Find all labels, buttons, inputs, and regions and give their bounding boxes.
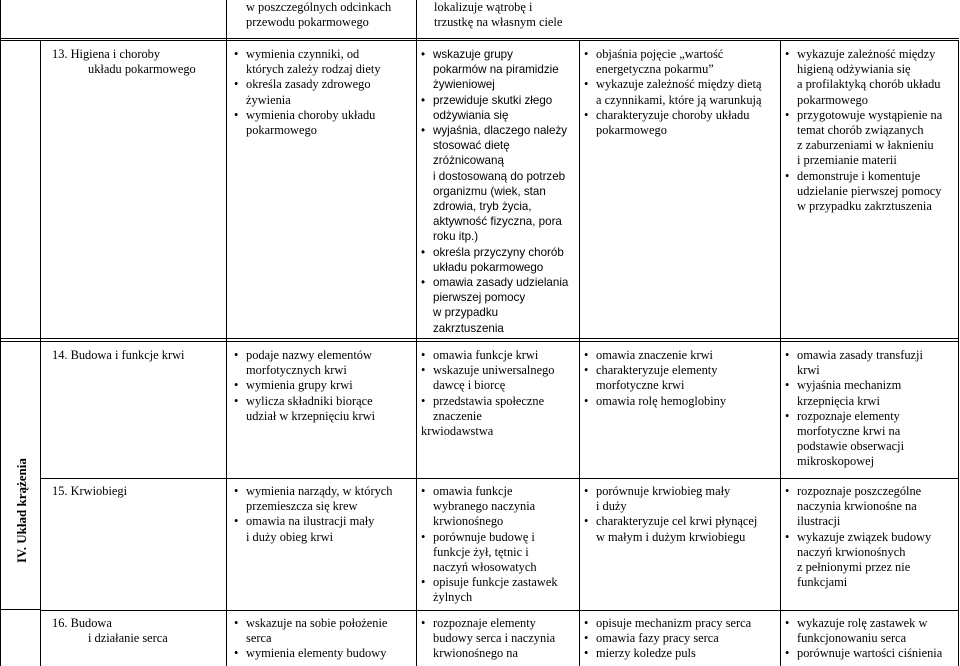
list-item <box>421 93 579 123</box>
text-line: i duży <box>596 499 627 514</box>
list-item <box>421 245 579 275</box>
table-border-right <box>958 40 959 666</box>
text-line: organizmu (wiek, stan <box>433 184 546 198</box>
text-line: • wykazuje zależność między <box>797 47 936 61</box>
row14-col2 <box>234 348 416 424</box>
text-line: krwionośnego na <box>433 646 518 661</box>
text-line: • wymienia czynniki, od <box>246 47 360 61</box>
list-item <box>584 484 780 514</box>
text-line: z zaburzeniami w łaknieniu <box>797 138 934 153</box>
text-line: pokarmów na piramidzie <box>433 63 559 77</box>
list-item <box>785 484 957 530</box>
column-divider-3 <box>579 40 580 666</box>
row15-col4 <box>584 484 780 545</box>
list-item <box>584 47 780 77</box>
text-line: • opisuje mechanizm pracy serca <box>596 616 752 630</box>
text-line: • przygotowuje wystąpienie na <box>797 107 943 122</box>
text-line: • omawia funkcje <box>433 484 513 498</box>
text-line: • przedstawia społeczne <box>433 393 545 408</box>
list-item <box>584 646 780 661</box>
text-line: z pełnionymi przez nie <box>797 560 911 575</box>
text-line: • omawia zasady udzielania <box>433 276 569 290</box>
list-item <box>785 616 957 646</box>
text-line: • wyjaśnia, dlaczego należy <box>433 124 568 138</box>
row13-col2 <box>234 47 416 138</box>
text-line: funkcjami <box>797 575 848 590</box>
text-line: udzielanie pierwszej pomocy <box>797 183 942 198</box>
row16-topic <box>52 616 224 646</box>
row-divider-13-end <box>0 338 959 339</box>
text-line: • wymienia narządy, w których <box>246 484 393 498</box>
list-item <box>785 348 957 378</box>
list-item <box>421 616 579 662</box>
text-line: pierwszej pomocy <box>433 291 526 305</box>
text-line: w małym i dużym krwiobiegu <box>596 529 746 544</box>
text-line: a czynnikami, które ją warunkują <box>596 92 762 107</box>
text-line: krwionośnego <box>433 514 504 529</box>
row14-topic <box>52 348 224 363</box>
text-line: zdrowia, tryb życia, <box>433 200 532 214</box>
text-line: podstawie obserwacji <box>797 439 905 454</box>
list-item <box>421 348 579 363</box>
text-line: • wymienia elementy budowy <box>246 646 387 661</box>
text-line: przemieszcza się krew <box>246 499 358 514</box>
text-line: funkcje żył, tętnic i <box>433 544 529 559</box>
list-item <box>421 47 579 93</box>
list-item <box>785 530 957 591</box>
column-divider-1 <box>226 0 227 666</box>
text-line: których zależy rodzaj diety <box>246 62 381 77</box>
text-line: budowy serca i naczynia <box>433 631 556 646</box>
text-line: i dostosowaną do potrzeb <box>433 169 566 183</box>
text-line: morfotyczne krwi na <box>797 424 901 439</box>
row-divider-13-end-b <box>0 341 959 342</box>
list-item <box>234 378 416 393</box>
text-line: • mierzy koledze puls <box>596 646 696 661</box>
list-item <box>234 348 416 378</box>
text-line: • wymienia choroby układu <box>246 107 376 122</box>
list-item <box>785 169 957 215</box>
row-divider-15 <box>40 610 959 611</box>
text-line: udział w krzepnięciu krwi <box>246 408 376 423</box>
text-line: naczyń włosowatych <box>433 560 537 575</box>
list-item <box>234 514 416 544</box>
text-line: lokalizuje wątrobę i <box>434 0 533 14</box>
row14-col3 <box>421 348 579 439</box>
column-divider-4 <box>780 40 781 666</box>
row15-col3 <box>421 484 579 606</box>
text-line: • rozpoznaje elementy <box>797 408 900 423</box>
text-line: naczyń krwionośnych <box>797 544 906 559</box>
text-line: • wskazuje na sobie położenie <box>246 616 388 630</box>
list-item <box>584 77 780 107</box>
text-line: pokarmowego <box>596 123 667 138</box>
list-item <box>421 484 579 530</box>
text-line: • wykazuje związek budowy <box>797 529 932 544</box>
topic-line: 15. Krwiobiegi <box>52 484 128 498</box>
text-line: pokarmowego <box>246 123 317 138</box>
list-item <box>785 646 957 661</box>
table-border-left <box>0 0 1 666</box>
row13-col4 <box>584 47 780 138</box>
text-line: • charakteryzuje cel krwi płynącej <box>596 514 758 529</box>
text-line: układu pokarmowego <box>433 260 544 274</box>
topic-line: układu pokarmowego <box>88 62 196 77</box>
text-line: krzepnięcia krwi <box>797 393 880 408</box>
section-label: IV. Układ krążenia <box>14 458 29 563</box>
list-item <box>234 47 416 77</box>
text-line: a profilaktyką chorób układu <box>797 77 941 92</box>
text-line: energetyczna pokarmu” <box>596 62 714 77</box>
list-item <box>234 646 416 661</box>
text-line: trzustkę na własnym ciele <box>434 15 563 30</box>
text-line: • rozpoznaje poszczególne <box>797 484 922 498</box>
text-line: i przemianie materii <box>797 153 897 168</box>
list-item <box>234 108 416 138</box>
text-line: w poszczególnych odcinkach <box>246 0 392 14</box>
text-line: żywienia <box>246 92 291 107</box>
text-line: dawcę i biorcę <box>433 378 506 393</box>
list-item <box>421 530 579 576</box>
row13-topic <box>52 47 224 77</box>
topic-line: 13. Higiena i choroby <box>52 47 161 61</box>
row16-col3 <box>421 616 579 662</box>
list-item <box>421 394 579 440</box>
row16-col2 <box>234 616 416 662</box>
list-item <box>584 108 780 138</box>
text-line: żylnych <box>433 590 473 605</box>
list-item <box>234 77 416 107</box>
text-line: temat chorób związanych <box>797 123 924 138</box>
text-line: • omawia funkcje krwi <box>433 348 539 362</box>
row-divider-section-end <box>0 609 41 610</box>
text-line: • omawia zasady transfuzji <box>797 348 923 362</box>
top-row-col2 <box>234 0 414 30</box>
top-row-col3 <box>422 0 582 30</box>
list-item <box>584 348 780 363</box>
text-line: żywieniowej <box>433 78 495 92</box>
text-line: • omawia znaczenie krwi <box>596 348 713 362</box>
text-line: • porównuje budowę i <box>433 529 535 544</box>
text-line: • przewiduje skutki złego <box>433 93 553 107</box>
text-line: krwiodawstwa <box>421 424 494 439</box>
text-line: roku itp.) <box>433 230 479 244</box>
row15-col5 <box>785 484 957 590</box>
text-line: mikroskopowej <box>797 454 875 469</box>
text-line: • charakteryzuje elementy <box>596 363 718 378</box>
list-item <box>421 575 579 605</box>
row13-col5 <box>785 47 957 214</box>
row15-col2 <box>234 484 416 545</box>
text-line: znaczenie <box>433 408 482 423</box>
text-line: w przypadku zakrztuszenia <box>797 199 932 214</box>
topic-line: i działanie serca <box>88 631 168 646</box>
list-item <box>785 108 957 169</box>
list-item <box>584 616 780 631</box>
text-line: • wskazuje grupy <box>433 48 513 61</box>
text-line: • demonstruje i komentuje <box>797 168 921 183</box>
row-divider-13 <box>0 40 959 41</box>
text-line: ilustracji <box>797 514 841 529</box>
row-divider-top <box>0 38 959 39</box>
text-line: • wykazuje rolę zastawek w <box>797 616 928 630</box>
text-line: aktywność fizyczna, pora <box>433 215 562 229</box>
text-line: • porównuje wartości ciśnienia <box>797 646 943 661</box>
list-item <box>234 616 416 646</box>
row16-col5 <box>785 616 957 662</box>
row14-col4 <box>584 348 780 409</box>
text-line: • określa zasady zdrowego <box>246 77 371 92</box>
list-item <box>421 123 579 245</box>
text-line: • charakteryzuje choroby układu <box>596 107 750 122</box>
text-line: • objaśnia pojęcie „wartość <box>596 47 724 61</box>
text-line: • wykazuje zależność między dietą <box>596 77 762 92</box>
text-line: • omawia na ilustracji mały <box>246 514 375 529</box>
text-line: funkcjonowaniu serca <box>797 631 907 646</box>
text-line: • porównuje krwiobieg mały <box>596 484 731 498</box>
text-line: w przypadku <box>433 306 499 320</box>
row13-col3 <box>421 47 579 336</box>
text-line: • podaje nazwy elementów <box>246 348 372 362</box>
list-item <box>785 378 957 408</box>
list-item <box>421 275 579 336</box>
text-line: stosować dietę <box>433 139 510 153</box>
text-line: • omawia rolę hemoglobiny <box>596 393 727 408</box>
text-line: przewodu pokarmowego <box>246 15 369 30</box>
text-line: • wymienia grupy krwi <box>246 378 353 393</box>
text-line: zróżnicowaną <box>433 154 504 168</box>
row16-col4 <box>584 616 780 662</box>
row15-topic <box>52 484 224 499</box>
list-item <box>234 394 416 424</box>
text-line: krwi <box>797 363 820 378</box>
list-item <box>584 514 780 544</box>
list-item <box>584 394 780 409</box>
list-item <box>584 631 780 646</box>
topic-line: 14. Budowa i funkcje krwi <box>52 348 185 362</box>
text-line: • opisuje funkcje zastawek <box>433 575 558 590</box>
text-line: pokarmowego <box>797 92 868 107</box>
list-item <box>234 484 416 514</box>
topic-line: 16. Budowa <box>52 616 112 630</box>
text-line: i duży obieg krwi <box>246 529 334 544</box>
list-item <box>584 363 780 393</box>
text-line: odżywiania się <box>433 108 509 122</box>
text-line: • wskazuje uniwersalnego <box>433 363 555 378</box>
text-line: morfotycznych krwi <box>246 363 347 378</box>
text-line: • omawia fazy pracy serca <box>596 631 719 646</box>
text-line: naczynia krwionośne na <box>797 499 917 514</box>
list-item <box>785 409 957 470</box>
section-column-divider <box>40 40 41 666</box>
text-line: zakrztuszenia <box>433 321 504 335</box>
text-line: • określa przyczyny chorób <box>433 245 564 259</box>
list-item <box>421 363 579 393</box>
text-line: • rozpoznaje elementy <box>433 616 536 630</box>
row14-col5 <box>785 348 957 470</box>
list-item <box>785 47 957 108</box>
text-line: • wylicza składniki biorące <box>246 393 373 408</box>
text-line: higieną odżywiania się <box>797 62 911 77</box>
column-divider-2 <box>416 0 417 666</box>
text-line: • wyjaśnia mechanizm <box>797 378 902 393</box>
text-line: wybranego naczynia <box>433 499 536 514</box>
text-line: morfotyczne krwi <box>596 378 685 393</box>
text-line: serca <box>246 631 272 646</box>
row-divider-14 <box>40 478 959 479</box>
